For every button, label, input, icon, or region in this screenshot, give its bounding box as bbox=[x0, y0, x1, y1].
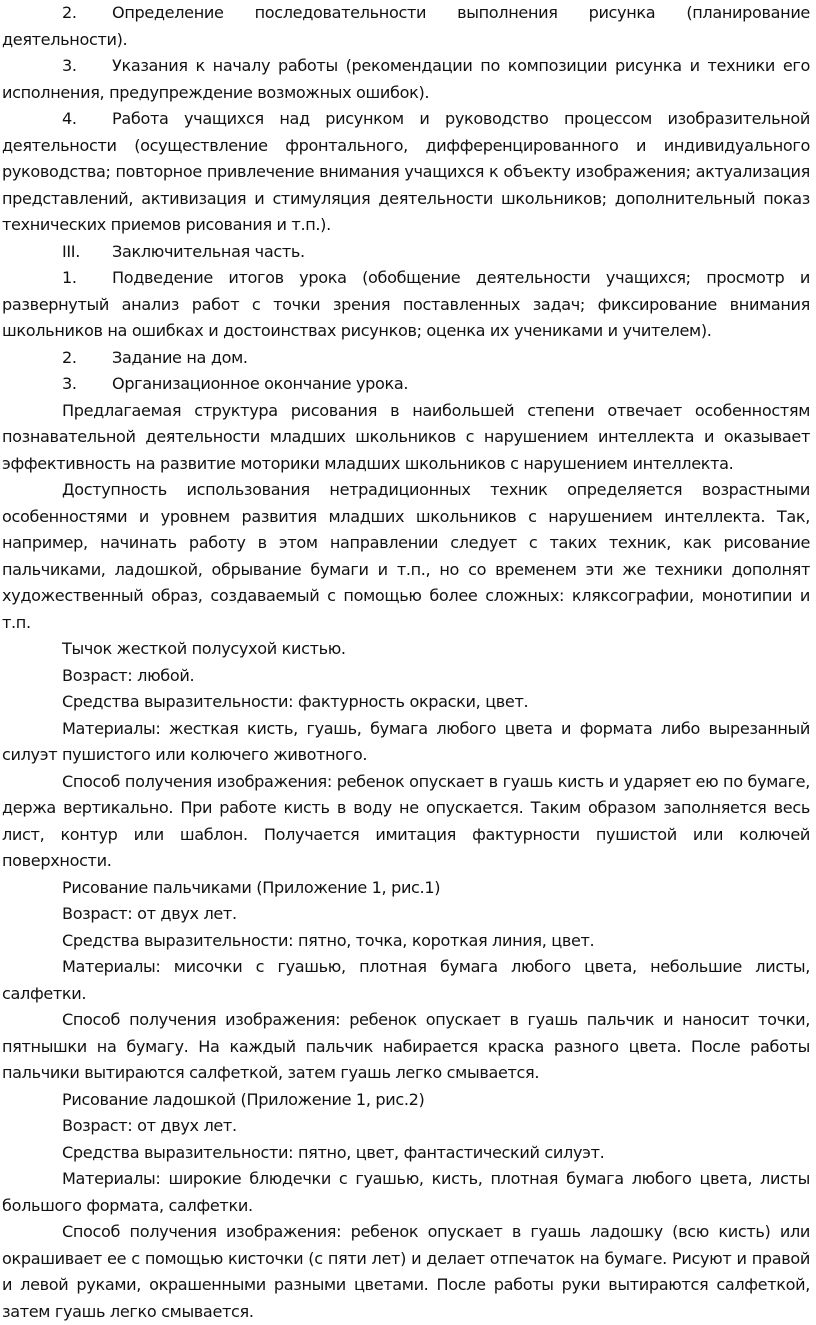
paragraph bbox=[2, 716, 810, 769]
paragraph bbox=[2, 1007, 810, 1087]
paragraph-text: Тычок жесткой полусухой кистью. bbox=[62, 639, 346, 658]
paragraph-number: 3. bbox=[62, 56, 77, 75]
paragraph-text: Подведение итогов урока (обобщение деятельности учащихся; просмотр и развернутый анализ работ с точки зрения поставленных задач; фиксирование внимания школьников на ошибках и достоинствах рисунков; оценка их учениками и учителем). bbox=[2, 268, 810, 340]
paragraph bbox=[2, 53, 810, 106]
paragraph-text: Возраст: от двух лет. bbox=[62, 1116, 237, 1135]
paragraph bbox=[2, 663, 810, 690]
paragraph-text: Средства выразительности: пятно, цвет, фантастический силуэт. bbox=[62, 1142, 605, 1162]
paragraph-text: Возраст: от двух лет. bbox=[62, 904, 237, 923]
paragraph-text: Средства выразительности: пятно, точка, короткая линия, цвет. bbox=[62, 930, 595, 950]
paragraph-number: 2. bbox=[62, 3, 77, 22]
paragraph-number: 2. bbox=[62, 347, 77, 367]
document-body bbox=[2, 0, 810, 1325]
paragraph bbox=[2, 1140, 810, 1167]
paragraph bbox=[2, 769, 810, 875]
paragraph bbox=[2, 371, 810, 398]
paragraph bbox=[2, 636, 810, 663]
paragraph bbox=[2, 345, 810, 372]
paragraph-text: Средства выразительности: фактурность окраски, цвет. bbox=[62, 692, 529, 711]
paragraph-text: Организационное окончание урока. bbox=[112, 374, 409, 393]
paragraph-text: Предлагаемая структура рисования в наибольшей степени отвечает особенностям познавательной деятельности младших школьников с нарушением интеллекта и оказывает эффективность на развитие моторики младших школьников с нарушением интеллекта. bbox=[2, 400, 810, 473]
paragraph bbox=[2, 875, 810, 902]
paragraph bbox=[2, 398, 810, 478]
paragraph bbox=[2, 239, 810, 266]
paragraph-text: Указания к началу работы (рекомендации по композиции рисунка и техники его исполнения, предупреждение возможных ошибок). bbox=[2, 56, 810, 102]
paragraph-text: Способ получения изображения: ребенок опускает в гуашь ладошку (всю кисть) или окрашивает ее с помощью кисточки (с пяти лет) и делает отпечаток на бумаге. Рисуют и правой и левой руками, окрашенными разными цветами. После работы руки вытираются салфеткой, затем гуашь легко смывается. bbox=[2, 1222, 810, 1321]
paragraph bbox=[2, 689, 810, 716]
paragraph-text: Материалы: широкие блюдечки с гуашью, кисть, плотная бумага любого цвета, листы большого формата, салфетки. bbox=[2, 1169, 810, 1215]
paragraph bbox=[2, 106, 810, 239]
paragraph-text: Возраст: любой. bbox=[62, 665, 195, 685]
paragraph bbox=[2, 901, 810, 928]
paragraph bbox=[2, 1219, 810, 1325]
paragraph bbox=[2, 1113, 810, 1140]
paragraph-text: Способ получения изображения: ребенок опускает в гуашь кисть и ударяет ею по бумаге, держа вертикально. При работе кисть в воду не опускается. Таким образом заполняется весь лист, контур или шаблон. Получается имитация фактурности пушистой или колючей поверхности. bbox=[2, 771, 810, 870]
paragraph bbox=[2, 0, 810, 53]
paragraph-number: 4. bbox=[62, 109, 77, 128]
paragraph-text: Заключительная часть. bbox=[112, 241, 305, 261]
paragraph-text: Материалы: жесткая кисть, гуашь, бумага любого цвета и формата либо вырезанный силуэт пушистого или колючего животного. bbox=[2, 718, 810, 764]
paragraph-text: Задание на дом. bbox=[112, 347, 248, 367]
paragraph-text: Доступность использования нетрадиционных техник определяется возрастными особенностями и уровнем развития младших школьников с нарушением интеллекта. Так, например, начинать работу в этом направлении следует с таких техник, как рисование пальчиками, ладошкой, обрывание бумаги и т.п., но со временем эти же техники дополнят художественный образ, создаваемый с помощью более сложных: кляксографии, монотипии и т.п. bbox=[2, 480, 810, 632]
paragraph-text: Рисование пальчиками (Приложение 1, рис.1) bbox=[62, 877, 441, 897]
paragraph bbox=[2, 477, 810, 636]
paragraph-number: III. bbox=[62, 241, 80, 261]
paragraph-number: 3. bbox=[62, 374, 77, 393]
paragraph bbox=[2, 954, 810, 1007]
paragraph bbox=[2, 1166, 810, 1219]
paragraph bbox=[2, 265, 810, 345]
paragraph-text: Материалы: мисочки с гуашью, плотная бумага любого цвета, небольшие листы, салфетки. bbox=[2, 957, 810, 1003]
paragraph-text: Способ получения изображения: ребенок опускает в гуашь пальчик и наносит точки, пятнышки на бумагу. На каждый пальчик набирается краска разного цвета. После работы пальчики вытираются салфеткой, затем гуашь легко смывается. bbox=[2, 1010, 810, 1082]
paragraph bbox=[2, 928, 810, 955]
paragraph bbox=[2, 1087, 810, 1114]
paragraph-text: Рисование ладошкой (Приложение 1, рис.2) bbox=[62, 1089, 425, 1109]
paragraph-number: 1. bbox=[62, 268, 77, 287]
paragraph-text: Работа учащихся над рисунком и руководство процессом изобразительной деятельности (осуществление фронтального, дифференцированного и индивидуального руководства; повторное привлечение внимания учащихся к объекту изображения; актуализация представлений, активизация и стимуляция деятельности школьников; дополнительный показ технических приемов рисования и т.п.). bbox=[2, 109, 810, 234]
paragraph-text: Определение последовательности выполнения рисунка (планирование деятельности). bbox=[2, 3, 810, 49]
